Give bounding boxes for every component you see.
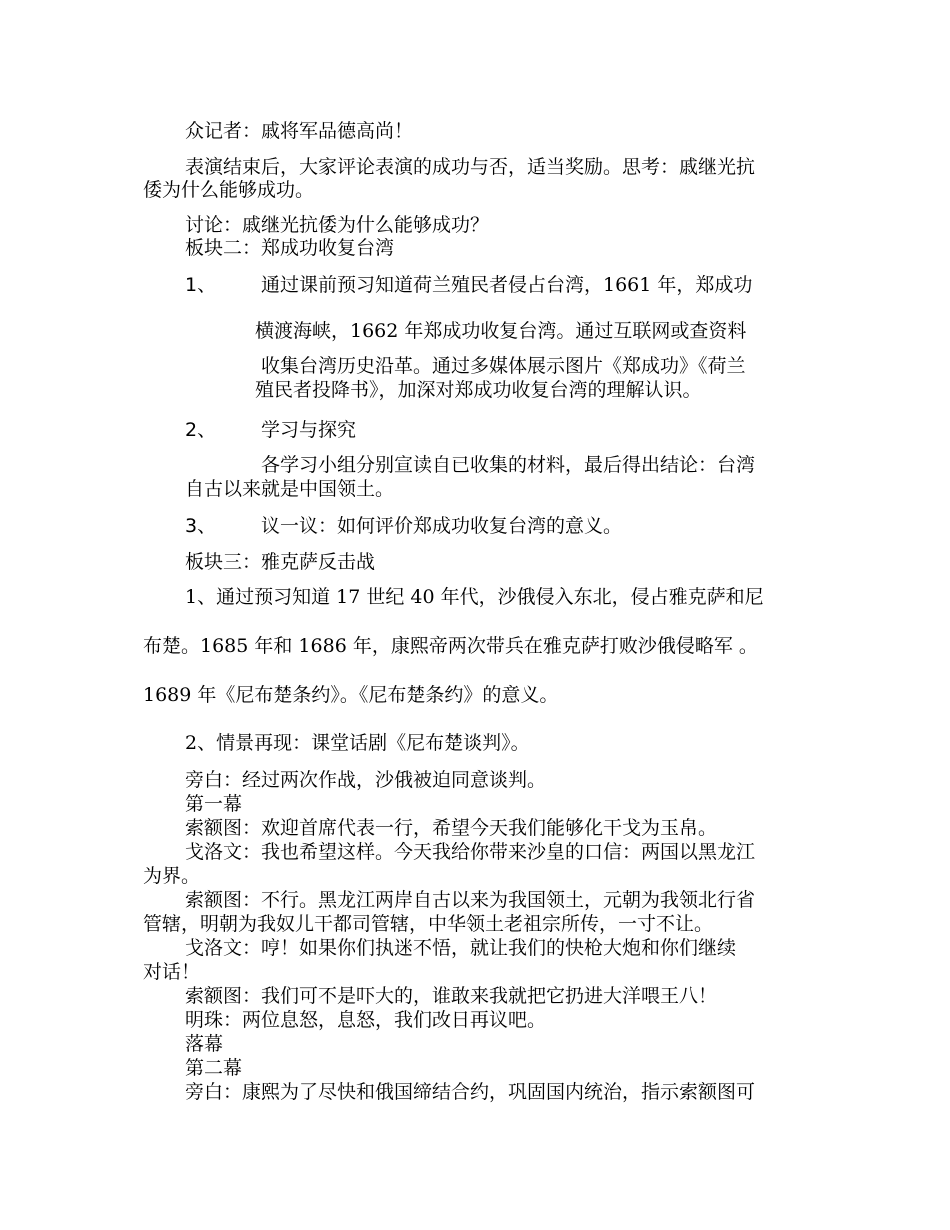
paragraph-line: 各学习小组分别宣读自已收集的材料，最后得出结论：台湾 <box>261 454 756 476</box>
dialogue-line: 戈洛文：哼！如果你们执迷不悟，就让我们的快枪大炮和你们继续 <box>185 937 737 959</box>
section-heading: 板块三：雅克萨反击战 <box>185 551 376 573</box>
list-number: 2、 <box>185 419 217 441</box>
list-number: 1、 <box>185 274 217 296</box>
paragraph-line: 倭为什么能够成功。 <box>143 179 315 201</box>
scene-heading: 第一幕 <box>185 793 243 815</box>
list-item-line: 收集台湾历史沿革。通过多媒体展示图片《郑成功》《荷兰 <box>261 355 746 377</box>
paragraph-line: 2、情景再现：课堂话剧《尼布楚谈判》。 <box>185 732 530 754</box>
list-item-line: 学习与探究 <box>261 419 357 441</box>
dialogue-line: 旁白：康熙为了尽快和俄国缔结合约，巩固国内统治，指示索额图可 <box>185 1081 756 1103</box>
scene-heading: 第二幕 <box>185 1057 243 1079</box>
paragraph-line: 表演结束后，大家评论表演的成功与否，适当奖励。思考：戚继光抗 <box>185 156 756 178</box>
dialogue-line: 索额图：我们可不是吓大的，谁敢来我就把它扔进大洋喂王八！ <box>185 985 718 1007</box>
paragraph-line: 1689 年《尼布楚条约》。《尼布楚条约》的意义。 <box>143 684 559 706</box>
dialogue-line: 对话！ <box>143 961 201 983</box>
dialogue-line: 为界。 <box>143 865 201 887</box>
paragraph-line: 布楚。1685 年和 1686 年，康熙帝两次带兵在雅克萨打败沙俄侵略军 。 <box>143 635 758 657</box>
list-number: 3、 <box>185 515 217 537</box>
list-item-line: 议一议：如何评价郑成功收复台湾的意义。 <box>261 515 623 537</box>
dialogue-line: 旁白：经过两次作战，沙俄被迫同意谈判。 <box>185 769 547 791</box>
section-heading: 板块二：郑成功收复台湾 <box>185 237 395 259</box>
list-item-line: 殖民者投降书》，加深对郑成功收复台湾的理解认识。 <box>255 379 702 401</box>
dialogue-line: 明珠：两位息怒，息怒，我们改日再议吧。 <box>185 1009 547 1031</box>
dialogue-line: 索额图：不行。黑龙江两岸自古以来为我国领土，元朝为我领北行省 <box>185 889 756 911</box>
paragraph-line: 自古以来就是中国领土。 <box>185 478 395 500</box>
dialogue-line: 索额图：欢迎首席代表一行，希望今天我们能够化干戈为玉帛。 <box>185 817 718 839</box>
paragraph-line: 讨论：戚继光抗倭为什么能够成功？ <box>185 214 490 236</box>
list-item-line: 横渡海峡，1662 年郑成功收复台湾。通过互联网或查资料 <box>255 320 747 342</box>
scene-heading: 落幕 <box>185 1033 224 1055</box>
dialogue-line: 管辖，明朝为我奴儿干都司管辖，中华领土老祖宗所传，一寸不让。 <box>143 913 714 935</box>
dialogue-line: 戈洛文：我也希望这样。今天我给你带来沙皇的口信：两国以黑龙江 <box>185 841 756 863</box>
list-item-line: 通过课前预习知道荷兰殖民者侵占台湾，1661 年，郑成功 <box>261 274 753 296</box>
paragraph-line: 众记者：戚将军品德高尚！ <box>185 120 414 142</box>
paragraph-line: 1、通过预习知道 17 世纪 40 年代，沙俄侵入东北，侵占雅克萨和尼 <box>185 586 764 608</box>
